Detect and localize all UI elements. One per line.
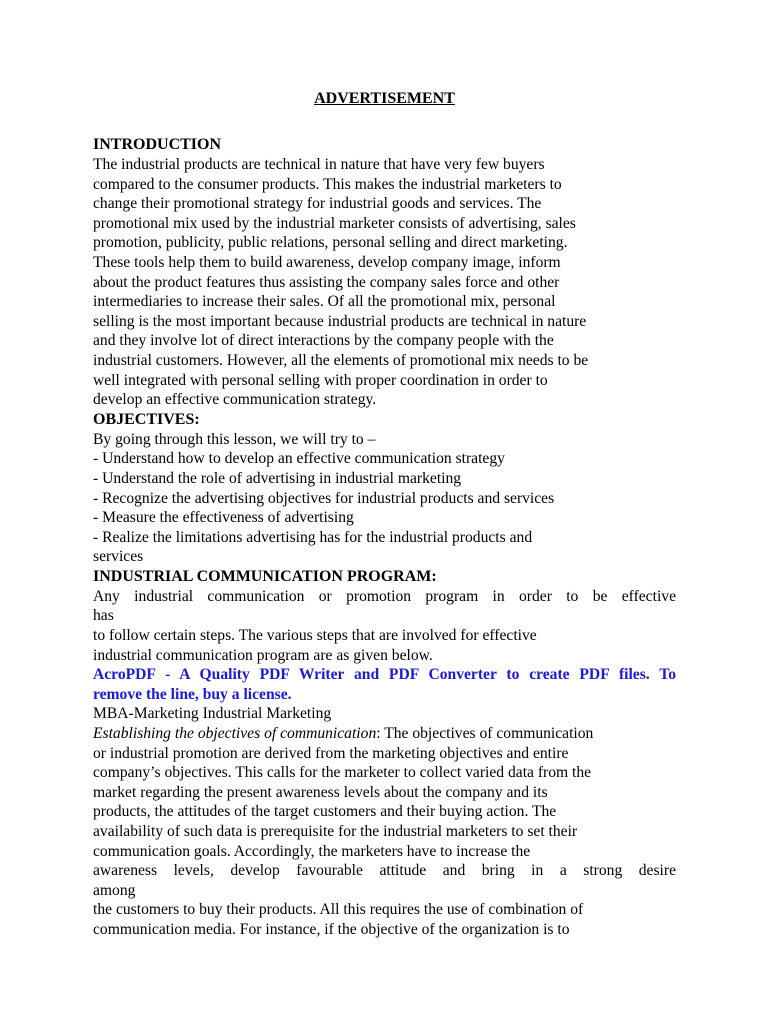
program-paragraph (93, 587, 676, 665)
running-header: MBA-Marketing Industrial Marketing (93, 705, 332, 723)
text-line: awareness levels, develop favourable attitude and bring in a strong desire (93, 862, 676, 880)
program-heading: INDUSTRIAL COMMUNICATION PROGRAM: (93, 567, 437, 585)
text-line: communication media. For instance, if the objective of the organization is to (93, 920, 570, 938)
text-line: availability of such data is prerequisite for the industrial marketers to set their (93, 823, 578, 840)
list-item: - Understand the role of advertising in industrial marketing (93, 469, 462, 487)
text-line: Any industrial communication or promotion program in order to be effective (93, 587, 676, 605)
text-line (93, 724, 676, 744)
text-line: promotional mix used by the industrial marketer consists of advertising, sales (93, 214, 576, 232)
list-item: By going through this lesson, we will try to – (93, 430, 376, 448)
list-item: - Recognize the advertising objectives for industrial products and services (93, 489, 555, 507)
text-line: about the product features thus assisting the company sales force and other (93, 273, 560, 291)
text-line: or industrial promotion are derived from the marketing objectives and entire (93, 744, 569, 762)
text-line: communication goals. Accordingly, the marketers have to increase the (93, 842, 531, 860)
watermark-line: AcroPDF - A Quality PDF Writer and PDF Converter to create PDF files. To (93, 666, 676, 684)
text-line: industrial communication program are as given below. (93, 646, 433, 664)
text-line: company’s objectives. This calls for the marketer to collect varied data from the (93, 764, 592, 782)
text-line: market regarding the present awareness levels about the company and its (93, 783, 548, 801)
lead-rest: : The objectives of communication (376, 725, 594, 743)
text-line: has (93, 607, 114, 625)
text-line: intermediaries to increase their sales. Of all the promotional mix, personal (93, 293, 556, 311)
text-line: products, the attitudes of the target customers and their buying action. The (93, 803, 557, 821)
italic-lead: Establishing the objectives of communication (93, 725, 377, 743)
text-line: promotion, publicity, public relations, personal selling and direct marketing. (93, 234, 568, 252)
objectives-heading: OBJECTIVES: (93, 410, 200, 428)
introduction-paragraph (93, 155, 676, 410)
text-line: develop an effective communication strategy. (93, 391, 377, 409)
watermark-line: remove the line, buy a license. (93, 685, 292, 703)
text-line: change their promotional strategy for industrial goods and services. The (93, 195, 542, 213)
list-item: - Measure the effectiveness of advertising (93, 509, 354, 527)
text-line: The industrial products are technical in nature that have very few buyers (93, 156, 545, 173)
list-item: - Understand how to develop an effective communication strategy (93, 450, 505, 468)
text-line: and they involve lot of direct interactions by the company people with the (93, 332, 554, 350)
text-line: industrial customers. However, all the elements of promotional mix needs to be (93, 351, 589, 369)
text-line: to follow certain steps. The various steps that are involved for effective (93, 627, 537, 645)
text-line: These tools help them to build awareness, develop company image, inform (93, 253, 561, 271)
text-line: well integrated with personal selling with proper coordination in order to (93, 371, 548, 389)
objectives-list (93, 430, 676, 567)
establishing-paragraph (93, 724, 676, 940)
list-item: - Realize the limitations advertising has for the industrial products and (93, 528, 533, 546)
text-line: the customers to buy their products. All this requires the use of combination of (93, 901, 584, 919)
document-page (93, 88, 676, 940)
text-line: selling is the most important because industrial products are technical in nature (93, 312, 587, 330)
text-line: among (93, 881, 136, 899)
list-item: services (93, 548, 144, 566)
watermark-notice (93, 665, 676, 704)
text-line: compared to the consumer products. This makes the industrial marketers to (93, 175, 562, 193)
introduction-heading: INTRODUCTION (93, 136, 222, 153)
document-title: ADVERTISEMENT (314, 90, 455, 107)
